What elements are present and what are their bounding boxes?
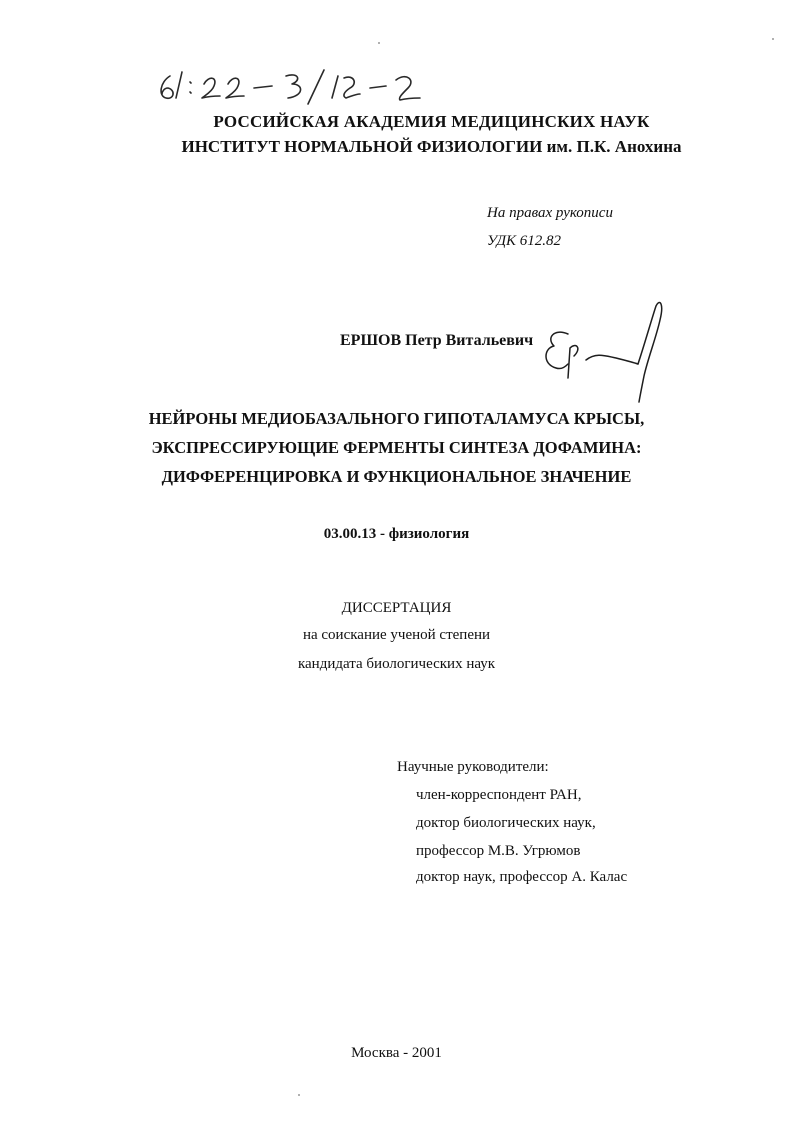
scan-speck [298, 1094, 300, 1096]
organization-name: РОССИЙСКАЯ АКАДЕМИЯ МЕДИЦИНСКИХ НАУК [213, 112, 650, 131]
author-name: ЕРШОВ Петр Витальевич [340, 332, 534, 349]
udk-code: УДК 612.82 [487, 233, 561, 249]
scan-speck [772, 38, 774, 40]
supervisor-line: член-корреспондент РАН, [416, 787, 582, 803]
manuscript-rights-note: На правах рукописи [487, 205, 613, 221]
handwritten-archive-code [156, 62, 496, 110]
author-signature [540, 298, 680, 403]
supervisor-line: доктор биологических наук, [416, 815, 596, 831]
degree-purpose: на соискание ученой степени [302, 627, 491, 643]
scan-speck [378, 42, 380, 44]
title-line: ЭКСПРЕССИРУЮЩИЕ ФЕРМЕНТЫ СИНТЕЗА ДОФАМИНА: [151, 438, 642, 457]
institute-name: ИНСТИТУТ НОРМАЛЬНОЙ ФИЗИОЛОГИИ им. П.К. Анохина [181, 137, 682, 156]
dissertation-title [0, 404, 793, 491]
title-line: НЕЙРОНЫ МЕДИОБАЗАЛЬНОГО ГИПОТАЛАМУСА КРЫСЫ, [148, 409, 645, 428]
title-line: ДИФФЕРЕНЦИРОВКА И ФУНКЦИОНАЛЬНОЕ ЗНАЧЕНИЕ [161, 467, 632, 486]
dissertation-type: ДИССЕРТАЦИЯ [341, 600, 452, 616]
city-year: Москва - 2001 [351, 1045, 442, 1061]
degree-field: кандидата биологических наук [297, 656, 496, 672]
supervisor-line: профессор М.В. Угрюмов [416, 843, 581, 859]
specialty-code: 03.00.13 - физиология [323, 526, 470, 542]
supervisor-line: доктор наук, профессор А. Калас [416, 869, 628, 885]
supervisors-heading: Научные руководители: [397, 759, 549, 775]
